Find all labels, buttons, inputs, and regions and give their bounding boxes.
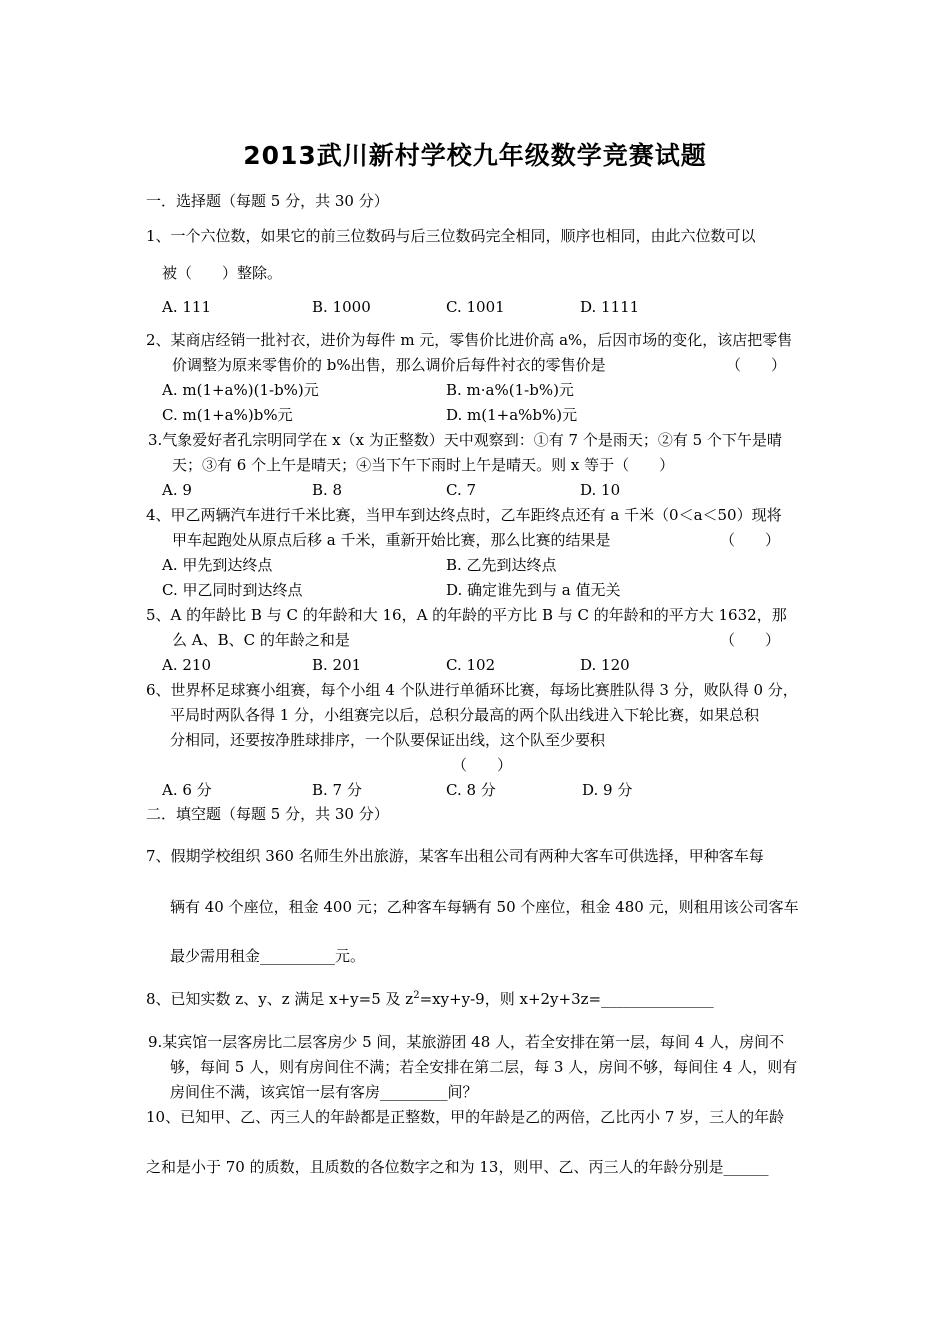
q3-option-a: A. 9 bbox=[162, 481, 192, 499]
question-9-line-3: 房间住不满，该宾馆一层有客房_________间？ bbox=[170, 1083, 478, 1101]
q2-option-b: B. m·a%(1-b%)元 bbox=[446, 381, 574, 399]
question-6-line-3: 分相同，还要按净胜球排序，一个队要保证出线，这个队至少要积 bbox=[170, 731, 606, 749]
question-8 bbox=[146, 989, 714, 1009]
q1-option-d: D. 1111 bbox=[580, 298, 640, 316]
question-3-line-2: 天；③有 6 个上午是晴天；④当下午下雨时上午是晴天。则 x 等于（ ） bbox=[172, 456, 675, 474]
question-7-line-1: 7、假期学校组织 360 名师生外出旅游，某客车出租公司有两种大客车可供选择，甲种客车每 bbox=[146, 847, 764, 865]
question-6-line-1: 6、世界杯足球赛小组赛，每个小组 4 个队进行单循环比赛，每场比赛胜队得 3 分，败队得 0 分， bbox=[146, 681, 798, 699]
question-8-exponent: 2 bbox=[413, 990, 420, 1001]
q5-option-d: D. 120 bbox=[580, 656, 630, 674]
q4-option-d: D. 确定谁先到与 a 值无关 bbox=[446, 581, 621, 599]
question-4-answer-paren: （ ） bbox=[720, 531, 781, 549]
q4-option-b: B. 乙先到达终点 bbox=[446, 556, 557, 574]
question-1-line-2: 被（ ）整除。 bbox=[162, 264, 283, 282]
q2-option-c: C. m(1+a%)b%元 bbox=[162, 406, 293, 424]
q5-option-c: C. 102 bbox=[446, 656, 496, 674]
question-5-line-2: 么 A、B、C 的年龄之和是 bbox=[172, 631, 350, 649]
q6-option-c: C. 8 分 bbox=[446, 781, 496, 799]
question-4-line-2: 甲车起跑处从原点后移 a 千米，重新开始比赛，那么比赛的结果是 bbox=[172, 531, 611, 549]
q4-option-a: A. 甲先到达终点 bbox=[162, 556, 273, 574]
q4-option-c: C. 甲乙同时到达终点 bbox=[162, 581, 303, 599]
q2-option-a: A. m(1+a%)(1-b%)元 bbox=[162, 381, 319, 399]
section-1-heading: 一．选择题（每题 5 分，共 30 分） bbox=[146, 192, 389, 210]
question-5-answer-paren: （ ） bbox=[720, 631, 781, 649]
question-6-line-2: 平局时两队各得 1 分，小组赛完以后，总积分最高的两个队出线进入下轮比赛，如果总积 bbox=[170, 706, 760, 724]
q6-option-b: B. 7 分 bbox=[312, 781, 362, 799]
q1-option-a: A. 111 bbox=[162, 298, 211, 316]
q3-option-b: B. 8 bbox=[312, 481, 343, 499]
question-4-line-1: 4、甲乙两辆汽车进行千米比赛，当甲车到达终点时，乙车距终点还有 a 千米（0＜a＜50）现将 bbox=[146, 506, 782, 524]
question-10-line-1: 10、已知甲、乙、丙三人的年龄都是正整数，甲的年龄是乙的两倍，乙比丙小 7 岁，三人的年龄 bbox=[146, 1108, 785, 1126]
question-9-line-1: 9.某宾馆一层客房比二层客房少 5 间，某旅游团 48 人，若全安排在第一层，每间 4 人，房间不 bbox=[148, 1033, 785, 1051]
q5-option-a: A. 210 bbox=[162, 656, 211, 674]
q2-option-d: D. m(1+a%b%)元 bbox=[446, 406, 578, 424]
q6-option-a: A. 6 分 bbox=[162, 781, 212, 799]
question-2-line-1: 2、某商店经销一批衬衣，进价为每件 m 元，零售价比进价高 a%，后因市场的变化，该店把零售 bbox=[146, 331, 793, 349]
question-7-line-3: 最少需用租金__________元。 bbox=[170, 947, 366, 965]
question-2-line-2: 价调整为原来零售价的 b%出售，那么调价后每件衬衣的零售价是 bbox=[172, 356, 606, 374]
q3-option-c: C. 7 bbox=[446, 481, 477, 499]
question-7-line-2: 辆有 40 个座位，租金 400 元；乙种客车每辆有 50 个座位，租金 480 元，则租用该公司客车 bbox=[170, 898, 799, 916]
q6-option-d: D. 9 分 bbox=[582, 781, 633, 799]
question-3-line-1: 3.气象爱好者孔宗明同学在 x（x 为正整数）天中观察到：①有 7 个是雨天；②有 5 个下午是晴 bbox=[148, 431, 782, 449]
q3-option-d: D. 10 bbox=[580, 481, 621, 499]
q1-option-c: C. 1001 bbox=[446, 298, 505, 316]
question-6-answer-paren: （ ） bbox=[452, 756, 513, 774]
section-2-heading: 二．填空题（每题 5 分，共 30 分） bbox=[146, 805, 389, 823]
question-1-line-1: 1、一个六位数，如果它的前三位数码与后三位数码完全相同，顺序也相同，由此六位数可以 bbox=[146, 227, 756, 245]
question-10-line-2: 之和是小于 70 的质数，且质数的各位数字之和为 13，则甲、乙、丙三人的年龄分别是______ bbox=[146, 1158, 769, 1176]
question-8-text-end: =xy+y-9，则 x+2y+3z=_______________ bbox=[419, 990, 714, 1008]
question-9-line-2: 够，每间 5 人，则有房间住不满；若全安排在第二层，每 3 人，房间不够，每间住 4 人，则有 bbox=[170, 1058, 798, 1076]
question-8-text-start: 8、已知实数 z、y、z 满足 x+y=5 及 z bbox=[146, 990, 414, 1008]
page-title: 2013武川新村学校九年级数学竞赛试题 bbox=[243, 141, 707, 170]
question-5-line-1: 5、A 的年龄比 B 与 C 的年龄和大 16，A 的年龄的平方比 B 与 C 的年龄和的平方大 1632，那 bbox=[146, 606, 787, 624]
question-2-answer-paren: （ ） bbox=[726, 356, 787, 374]
q1-option-b: B. 1000 bbox=[312, 298, 371, 316]
q5-option-b: B. 201 bbox=[312, 656, 362, 674]
